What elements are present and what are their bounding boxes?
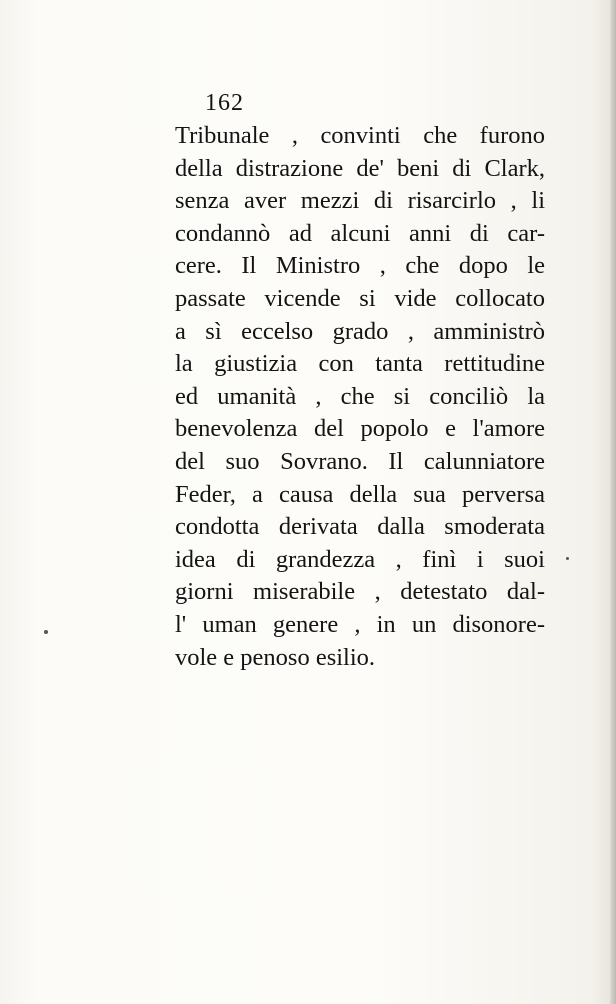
text-line: vole e penoso esilio.	[175, 643, 376, 671]
text-line: Tribunale , convinti che furono	[175, 122, 545, 149]
ink-speck	[44, 630, 48, 634]
text-line: senza aver mezzi di risarcirlo , li	[175, 187, 545, 215]
text-line: condotta derivata dalla smoderata	[175, 513, 545, 541]
text-line: la giustizia con tanta rettitudine	[175, 350, 545, 378]
text-line: cere. Il Ministro , che dopo le	[175, 252, 545, 280]
page-edge-shadow	[610, 0, 616, 1004]
text-line: l' uman genere , in un disonore-	[175, 610, 545, 638]
page-number: 162	[205, 90, 244, 116]
text-line: a sì eccelso grado , amministrò	[175, 317, 545, 345]
text-line: benevolenza del popolo e l'amore	[175, 415, 545, 443]
text-line: della distrazione de' beni di Clark,	[175, 154, 545, 182]
text-line: ed umanità , che si conciliò la	[175, 382, 545, 410]
text-line: Feder, a causa della sua perversa	[175, 480, 545, 508]
text-line: condannò ad alcuni anni di car-	[175, 219, 545, 247]
text-line: del suo Sovrano. Il calunniatore	[175, 447, 545, 475]
text-line: passate vicende si vide collocato	[175, 284, 545, 312]
body-text	[175, 120, 545, 674]
text-line: giorni miserabile , detestato dal-	[175, 578, 545, 606]
ink-speck	[566, 557, 569, 560]
text-line: idea di grandezza , finì i suoi	[175, 545, 545, 573]
